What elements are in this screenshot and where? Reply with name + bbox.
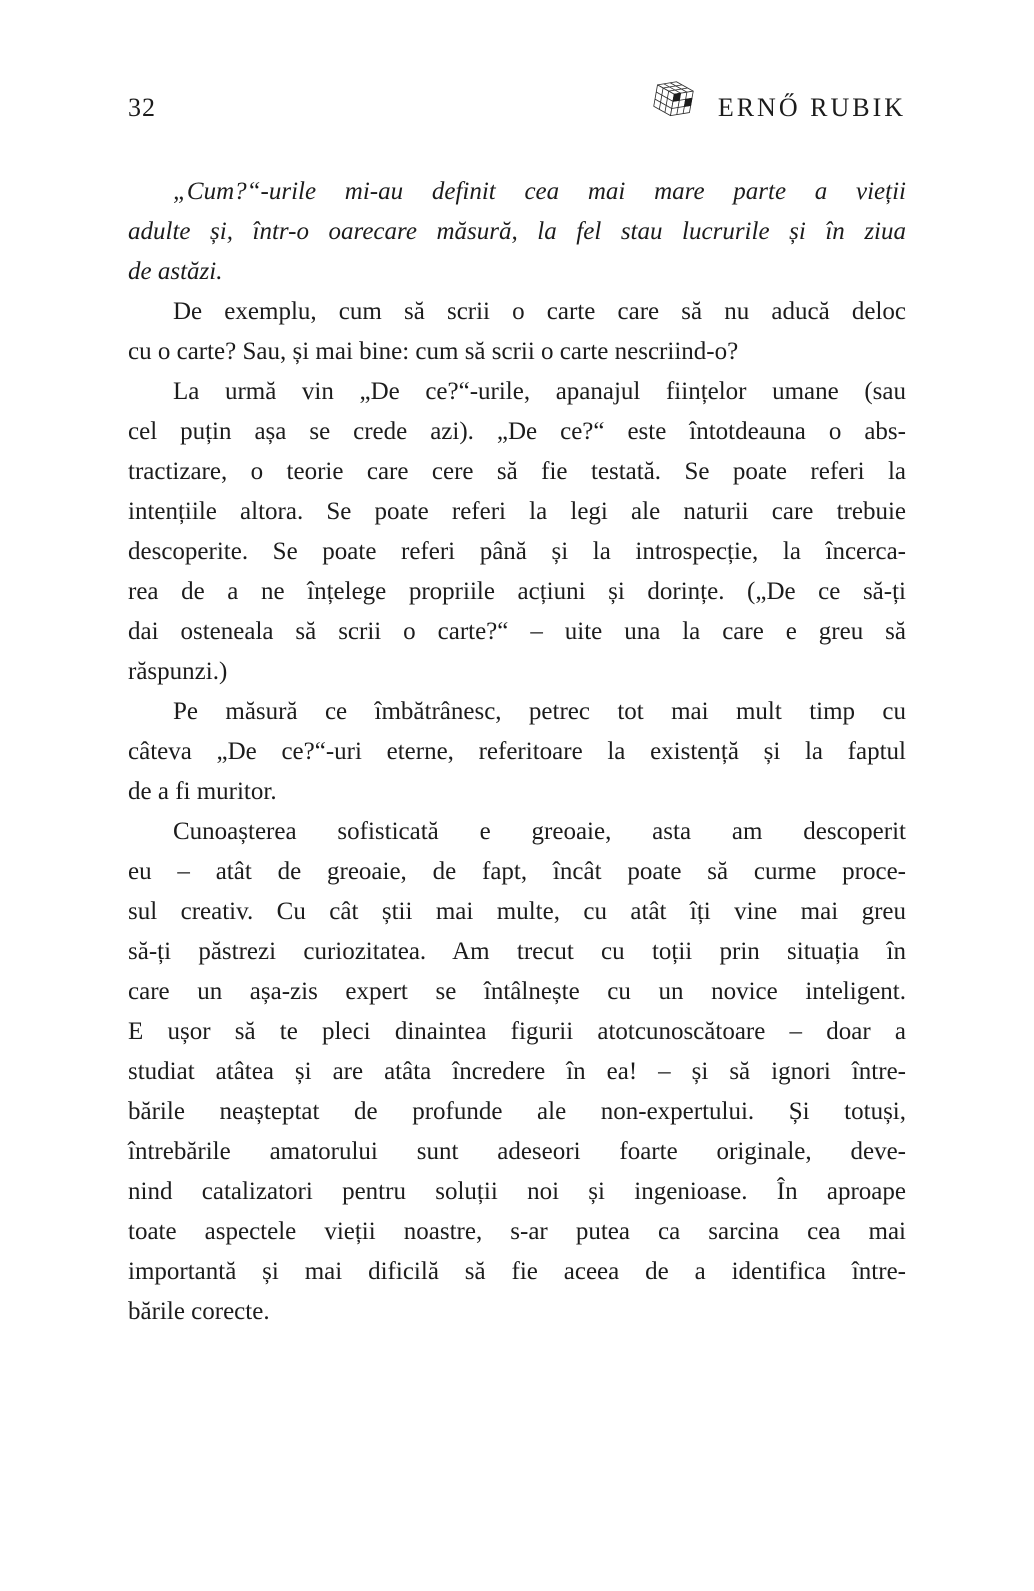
text-line: cel puțin așa se crede azi). „De ce?“ este întotdeauna o abs- [128,418,906,445]
text-line: rea de a ne înțelege propriile acțiuni și dorințe. („De ce să-ți [128,578,906,605]
text-line: eu – atât de greoaie, de fapt, încât poate să curme proce- [128,858,906,885]
text-line: „Cum?“-urile mi-au definit cea mai mare parte a vieții [173,178,906,205]
text-line: cu o carte? Sau, și mai bine: cum să scrii o carte nescriind-o? [128,338,739,365]
header-right-group [644,82,906,134]
body-text [128,172,906,1332]
text-line: tractizare, o teorie care cere să fie testată. Se poate referi la [128,458,906,485]
text-line: toate aspectele vieții noastre, s-ar putea ca sarcina cea mai [128,1218,906,1245]
author-name: ERNŐ RUBIK [717,93,906,122]
text-line: bările neașteptat de profunde ale non-expertului. Și totuși, [128,1098,906,1125]
page-number: 32 [128,93,156,122]
text-line: care un așa-zis expert se întâlnește cu un novice inteligent. [128,978,906,1005]
text-line: descoperite. Se poate referi până și la introspecție, la încerca- [128,538,906,565]
text-line: studiat atâtea și are atâta încredere în ea! – și să ignori între- [128,1058,906,1085]
paragraph [128,692,906,812]
paragraph [128,812,906,1332]
text-line: adulte și, într-o oarecare măsură, la fel stau lucrurile și în ziua [128,218,906,245]
text-line: importantă și mai dificilă să fie aceea de a identifica între- [128,1258,906,1285]
paragraph [128,292,906,372]
text-line: sul creativ. Cu cât știi mai multe, cu atât îți vine mai greu [128,898,906,925]
paragraph [128,172,906,292]
text-line: De exemplu, cum să scrii o carte care să nu aducă deloc [173,298,906,325]
text-line: intențiile altora. Se poate referi la legi ale naturii care trebuie [128,498,906,525]
text-line: întrebările amatorului sunt adeseori foarte originale, deve- [128,1138,906,1165]
text-line: E ușor să te pleci dinaintea figurii atotcunoscătoare – doar a [128,1018,906,1045]
text-line: Pe măsură ce îmbătrânesc, petrec tot mai mult timp cu [173,698,906,725]
text-line: dai osteneala să scrii o carte?“ – uite una la care e greu să [128,618,906,645]
paragraph [128,372,906,692]
text-line: nind catalizatori pentru soluții noi și ingenioase. În aproape [128,1178,906,1205]
text-line: răspunzi.) [128,658,228,685]
text-line: bările corecte. [128,1298,270,1325]
text-line: câteva „De ce?“-uri eterne, referitoare la existență și la faptul [128,738,906,765]
text-line: La urmă vin „De ce?“-urile, apanajul ființelor umane (sau [173,378,906,405]
text-line: de astăzi. [128,258,223,285]
text-line: Cunoașterea sofisticată e greoaie, asta am descoperit [173,818,906,845]
text-line: să-ți păstrezi curiozitatea. Am trecut cu toții prin situația în [128,938,906,965]
running-header [128,84,906,132]
text-line: de a fi muritor. [128,778,277,805]
rubiks-cube-icon [644,76,702,134]
